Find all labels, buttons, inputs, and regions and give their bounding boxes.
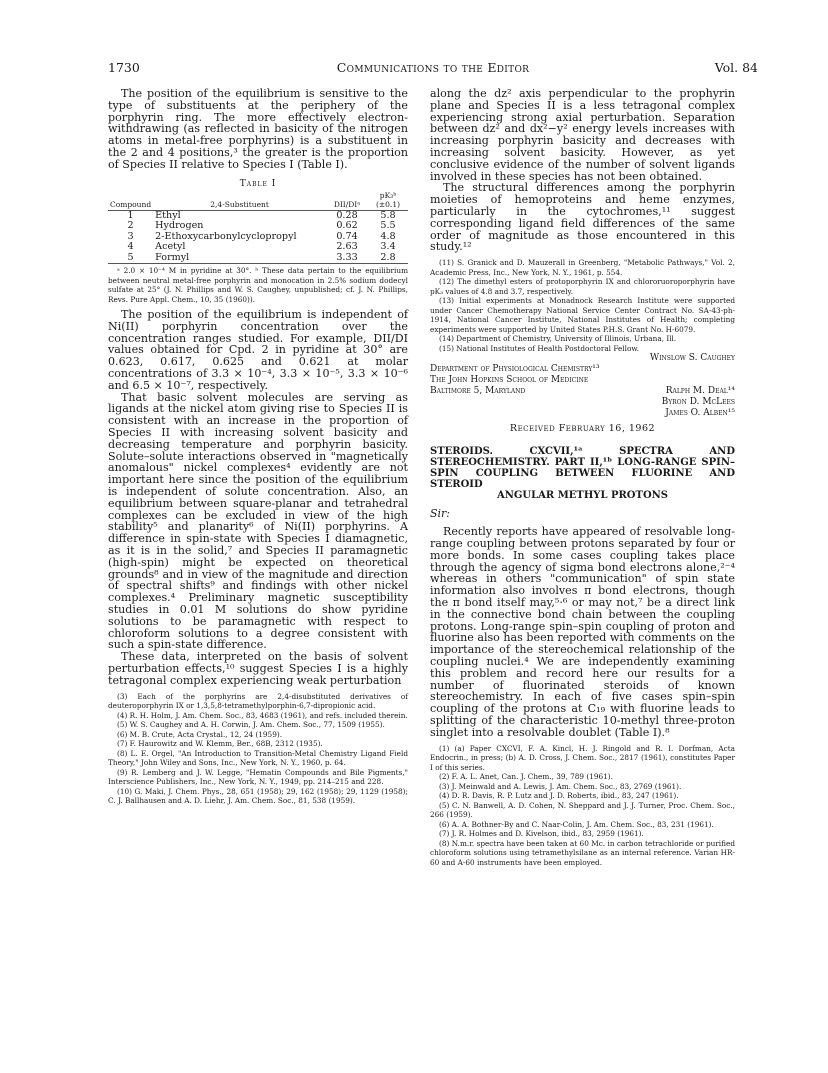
table-cell: 0.74 [336,230,358,242]
left-paragraph-3: That basic solvent molecules are serving as ligands at the nickel atom giving rise to Species II is consistent with an increase in the proportion of Species II with increasing solvent basicity and decreasing temperature and porphyrin basicity. Solute–solute interactions observed in "magnetically anomalous" nickel complexes⁴ evidently are not important here since the position of the equilibrium is independent of solute concentration. Also, an equilibrium between square-planar and tetrahedral complexes can be excluded in view of the high stability⁵ and planarity⁶ of Ni(II) porphyrins. A difference in spin-state with Species I diamagnetic, as it is in the solid,⁷ and Species II paramagnetic (high-spin) might be expected on theoretical grounds⁸ and in view of the magnitude and direction of spectral shifts⁹ and findings with other nickel complexes.⁴ Preliminary magnetic susceptibility studies in 0.01 M solutions do show pyridine solutions to be paramagnetic with respect to chloroform solutions to a degree consistent with such a spin-state difference. [108,390,408,652]
footnote: (7) F. Haurowitz and W. Klemm, Ber., 68B, 2312 (1935). [117,739,323,749]
table-cell: 5 [108,253,153,264]
table-cell: Acetyl [155,241,186,253]
footnote: (8) L. E. Orgel, "An Introduction to Transition-Metal Chemistry Ligand Field Theory," John Wiley and Sons, Inc., New York, N. Y., 1960, p. 64. [108,748,408,768]
table-cell: 3.4 [380,241,396,253]
table-cell: 2-Ethoxycarbonylcyclopropyl [155,230,297,242]
left-paragraph-4: These data, interpreted on the basis of solvent perturbation effects,¹⁰ suggest Species I is a highly tetragonal complex experiencing weak perturbation [108,650,408,687]
table-cell: 3 [127,230,134,242]
table-caption: Table I [239,178,277,189]
article-title [430,446,735,501]
table-cell: 4.8 [380,230,396,242]
right-paragraph-1: along the dz² axis perpendicular to the prophyrin plane and Species II is a less tetragonal complex experiencing strong axial perturbation. Separation between dz² and dx²−y² energy levels increases with increasing porphyrin basicity and decreases with increasing solvent basicity. However, as yet conclusive evidence of the number of solvent ligands involved in these species has not been obtained. [430,87,735,183]
table-cell: Hydrogen [155,220,204,232]
right-paragraph-2: The structural differences among the porphyrin moieties of hemoproteins and heme enzymes, particularly in the cytochromes,¹¹ suggest corresponding ligand field differences of the same order of magnitude as those encountered in this study.¹² [430,181,735,254]
table-header-compound: Compound [108,191,153,211]
table-1 [108,191,408,265]
footnote: (6) M. B. Crute, Acta Crystal., 12, 24 (1959). [117,729,283,739]
affiliation-city: Baltimore 5, Maryland [430,386,526,397]
author-name: James O. Alben¹⁵ [665,408,735,419]
footnote: (2) F. A. L. Anet, Can. J. Chem., 39, 789 (1961). [439,772,613,781]
table-cell: 2.63 [336,241,358,253]
footnote: (3) J. Meinwald and A. Lewis, J. Am. Chem. Soc., 83, 2769 (1961). [439,781,682,791]
table-cell: 4 [127,241,134,253]
table-row [108,242,408,253]
table-row [108,210,408,221]
footnote: (8) N.m.r. spectra have been taken at 60 Mc. in carbon tetrachloride or purified chloroform solutions using tetramethylsilane as an internal reference. Varian HR-60 and A-60 instruments have been employed. [430,838,735,867]
table-cell: 2.8 [368,253,408,264]
affiliation-school: The John Hopkins School of Medicine [430,375,589,386]
footnote: (7) J. R. Holmes and D. Kivelson, ibid., 83, 2959 (1961). [439,829,644,838]
received-date: Received February 16, 1962 [509,423,656,435]
running-title: Communications to the Editor [336,60,530,75]
footnote: (3) Each of the porphyrins are 2,4-disubstituted derivatives of deuteroporphyrin IX or 1,3,5,8-tetramethylporphin-6,7-dipropionic acid. [108,691,408,711]
table-cell: 2 [127,220,134,232]
table-header-ratio: DII/DIᵃ [326,191,368,211]
table-row [108,253,408,264]
table-header-substituent: 2,4-Substituent [153,191,326,211]
right-column [430,88,735,867]
page-number: 1730 [108,60,140,75]
table-row [108,232,408,243]
table-row [108,221,408,232]
table-cell: 3.33 [326,253,368,264]
running-header [108,60,758,78]
footnote: (11) S. Granick and D. Mauzerall in Greenberg, "Metabolic Pathways," Vol. 2, Academic Press, Inc., New York, N. Y., 1961, p. 554. [430,258,735,277]
table-cell: Ethyl [155,209,181,221]
footnote: (9) R. Lemberg and J. W. Legge, "Hematin Compounds and Bile Pigments," Interscience Publishers, Inc., New York, N. Y., 1949, pp. 214–215 and 228. [108,767,408,787]
volume-number: Vol. 84 [714,60,758,75]
footnote: (1) (a) Paper CXCVI, F. A. Kincl, H. J. Ringold and R. I. Dorfman, Acta Endocrin., in press; (b) A. D. Cross, J. Chem. Soc., 2817 (1961), constitutes Paper I of this series. [430,743,735,772]
table-footnote: ᵃ 2.0 × 10⁻⁴ M in pyridine at 30°. ᵇ These data pertain to the equilibrium between neutral metal-free porphyrin and monocation in 2.5% sodium dodecyl sulfate at 25° (J. N. Phillips and W. S. Caughey, unpublished; cf. J. N. Phillips, Revs. Pure Appl. Chem., 10, 35 (1960)). [108,266,408,304]
author-name: Byron D. McLees [661,397,735,408]
article-title-main: STEROIDS. CXCVII,¹ᵃ SPECTRA AND STEREOCHEMISTRY. PART II,¹ᵇ LONG-RANGE SPIN–SPIN COUPLING BETWEEN FLUORINE AND STEROID [430,446,735,491]
table-cell: 1 [127,209,134,221]
footnote: (5) W. S. Caughey and A. H. Corwin, J. Am. Chem. Soc., 77, 1509 (1955). [117,720,385,730]
left-paragraph-1: The position of the equilibrium is sensitive to the type of substituents at the periphery of the porphyrin ring. The more effectively electron-withdrawing (as reflected in basicity of the nitrogen atoms in metal-free porphyrins) is a substituent in the 2 and 4 positions,³ the greater is the proportion of Species II relative to Species I (Table I). [108,87,408,171]
footnote: (12) The dimethyl esters of protoporphyrin IX and chlororuoroporphyrin have pK₃ values of 4.8 and 3.7, respectively. [430,277,735,296]
right-paragraph-3: Recently reports have appeared of resolvable long-range coupling between protons separated by four or more bonds. In some cases coupling takes place through the agency of sigma bond electrons alone,²⁻⁴ whereas in others "communication" of spin state information also involves π bond electrons, though the π bond itself may,⁵·⁶ or may not,⁷ be a direct link in the connective bond chain between the coupling protons. Long-range spin–spin coupling of proton and fluorine also has been reported with comments on the importance of the stereochemical relationship of the coupling nuclei.⁴ We are independently examining this problem and record here our results for a number of fluorinated steroids of known stereochemistry. In each of five cases spin–spin coupling of the protons at C₁₉ with fluorine leads to splitting of the characteristic 10-methyl three-proton singlet into a resolvable doublet (Table I).⁸ [430,525,735,739]
footnote: (5) C. N. Banwell, A. D. Cohen, N. Sheppard and J. J. Turner, Proc. Chem. Soc., 266 (1959). [430,800,735,819]
table-cell: 0.62 [336,220,358,232]
table-cell: 0.28 [336,209,358,221]
footnote: (14) Department of Chemistry, University of Illinois, Urbana, Ill. [439,334,677,344]
table-cell: Formyl [153,253,326,264]
left-paragraph-2: The position of the equilibrium is independent of Ni(II) porphyrin concentration over the concentration ranges studied. For example, DII/DI values obtained for Cpd. 2 in pyridine at 30° are 0.623, 0.617, 0.625 and 0.621 at molar concentrations of 3.3 × 10⁻⁴, 3.3 × 10⁻⁵, 3.3 × 10⁻⁶ and 6.5 × 10⁻⁷, respectively. [108,308,408,392]
footnote: (10) G. Maki, J. Chem. Phys., 28, 651 (1958); 29, 162 (1958); 29, 1129 (1958); C. J. Ballhausen and A. D. Liehr, J. Am. Chem. Soc., 81, 538 (1959). [108,786,408,806]
affiliation-department: Department of Physiological Chemistry¹³ [430,364,600,375]
author-name: Winslow S. Caughey [649,353,735,364]
author-name: Ralph M. Deal¹⁴ [665,386,735,397]
salutation: Sir: [430,507,451,521]
table-header-pk: pK₃ᵇ (±0.1) [368,191,408,211]
footnote: (4) D. R. Davis, R. P. Lutz and J. D. Roberts, ibid., 83, 247 (1961). [439,791,679,800]
footnote: (13) Initial experiments at Monadnock Research Institute were supported under Cancer Chemotherapy National Service Center Contract No. SA-43-ph-1914, National Cancer Institute, National Institutes of Health; completing experiments were supported by United States P.H.S. Grant No. H-6079. [430,296,735,334]
footnote: (15) National Institutes of Health Postdoctoral Fellow. [439,343,640,353]
footnote: (6) A. A. Bothner-By and C. Naar-Colin, J. Am. Chem. Soc., 83, 231 (1961). [439,819,714,829]
article-title-end: ANGULAR METHYL PROTONS [496,490,669,502]
table-cell: 5.5 [380,220,396,232]
table-cell: 5.8 [380,209,396,221]
left-column [108,88,408,806]
footnote: (4) R. H. Holm, J. Am. Chem. Soc., 83, 4683 (1961), and refs. included therein. [117,710,408,720]
signature-block [430,353,735,419]
